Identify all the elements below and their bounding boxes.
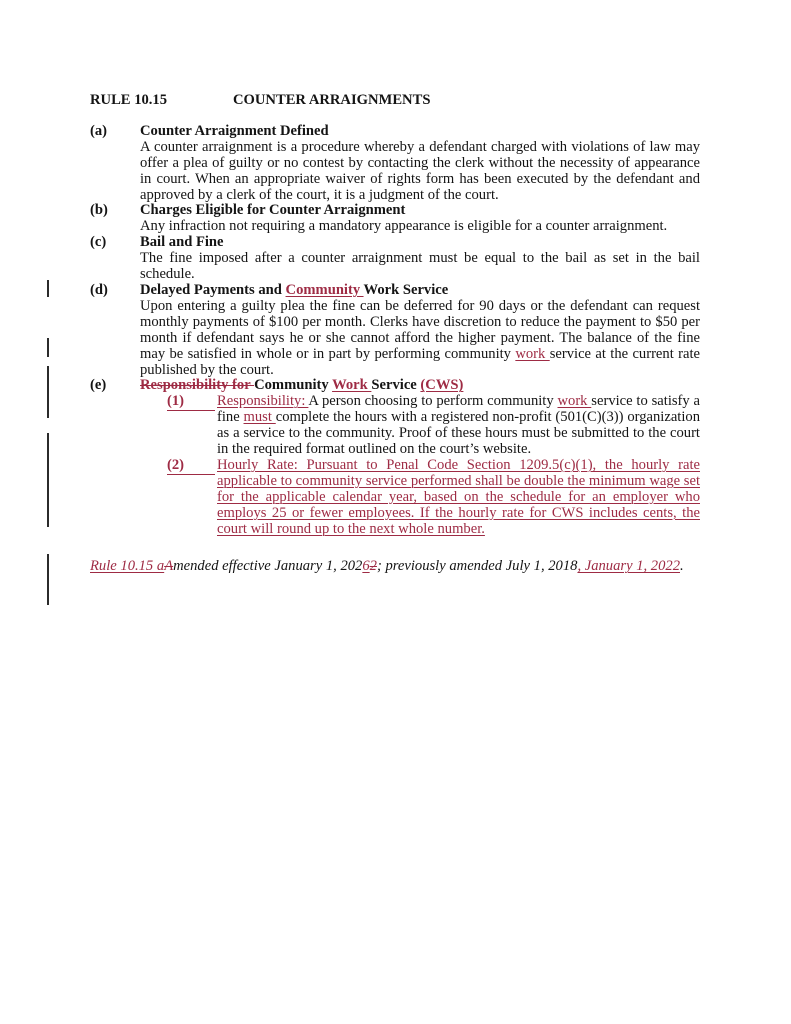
- change-bar: [47, 366, 49, 418]
- tracked-insertion: Community: [285, 281, 364, 298]
- rule-number: RULE 10.15: [90, 92, 168, 108]
- footer-text: mended effective January 1, 202: [173, 558, 363, 575]
- section-body: The fine imposed after a counter arraignment must be equal to the bail as set in the bail schedule.: [140, 250, 700, 283]
- section-heading: Charges Eligible for Counter Arraignment: [140, 202, 406, 219]
- rule-title-row: [90, 93, 700, 109]
- body-text: Upon entering a guilty plea the fine can be deferred for 90 days or the defendant can request monthly payments of $100 per month. Clerks have discretion to reduce the payment to $50 per month if defendant says he or she cannot afford the higher payment. The balance of the fine may be satisfied in whole or in part by performing community: [140, 297, 700, 362]
- change-bar: [47, 433, 49, 527]
- list-item-1: [167, 394, 700, 458]
- tracked-insertion: (CWS): [420, 377, 464, 394]
- tracked-deletion: Responsibility for: [140, 377, 255, 394]
- section-a: [90, 124, 700, 204]
- section-content: [140, 378, 700, 537]
- heading-text: Community: [254, 377, 333, 394]
- section-heading: Counter Arraignment Defined: [140, 122, 329, 139]
- change-bar: [47, 554, 49, 605]
- body-text: service to satisfy a fine: [217, 393, 700, 426]
- tracked-insertion: , January 1, 2022: [577, 558, 680, 575]
- section-content: [140, 235, 700, 283]
- section-body: A counter arraignment is a procedure whereby a defendant charged with violations of law may offer a plea of guilty or no contest by contacting the clerk without the necessity of appearance in court. When an appropriate waiver of rights form has been executed by the defendant and approved by a clerk of the court, it is a judgment of the court.: [140, 138, 700, 203]
- tracked-insertion: work: [557, 393, 592, 410]
- item-label: (2): [167, 458, 215, 475]
- tracked-insertion: must: [243, 409, 276, 426]
- tracked-insertion: Work: [332, 377, 372, 394]
- rule-name: COUNTER ARRAIGNMENTS: [233, 92, 431, 108]
- change-bar: [47, 280, 49, 297]
- section-content: [140, 203, 700, 235]
- item-label: (1): [167, 394, 215, 411]
- heading-text: Service: [371, 377, 421, 394]
- footer-text: .: [680, 558, 684, 575]
- tracked-insertion: Responsibility:: [217, 393, 309, 410]
- section-label: (c): [90, 234, 107, 251]
- list-item-2: [167, 458, 700, 538]
- item-label-cell: [167, 394, 217, 458]
- tracked-insertion: Hourly Rate: Pursuant to Penal Code Section 1209.5(c)(1), the hourly rate applicable to community service performed shall be double the minimum wage set for the applicable calendar year, based on the schedule for an employer who employs 25 or fewer employees. If the hourly rate for CWS includes cents, the court will round up to the next whole number.: [217, 456, 700, 537]
- section-label: (b): [90, 202, 108, 219]
- section-label: (e): [90, 377, 107, 394]
- document-content: [90, 93, 700, 576]
- body-text: A person choosing to perform community: [308, 393, 558, 410]
- item-body: [217, 394, 700, 458]
- section-heading: [140, 283, 700, 299]
- tracked-deletion: A: [164, 558, 174, 575]
- body-text: complete the hours with a registered non-profit (501(C)(3)) organization as a service to the community. Proof of these hours must be submitted to the court in the required format outlined on the court’s website.: [217, 409, 701, 458]
- tracked-insertion: work: [515, 345, 550, 362]
- section-label: (d): [90, 281, 108, 298]
- heading-text: Work Service: [363, 281, 449, 298]
- change-bar: [47, 338, 49, 357]
- section-label: (a): [90, 122, 108, 139]
- section-heading: Bail and Fine: [140, 234, 224, 251]
- amendment-history-note: [90, 557, 700, 576]
- section-c: [90, 235, 700, 283]
- item-label-cell: [167, 458, 217, 538]
- section-body: [140, 299, 700, 379]
- tracked-insertion: Rule 10.15 a: [90, 558, 165, 575]
- tracked-deletion: 2: [369, 558, 377, 575]
- section-body: Any infraction not requiring a mandatory appearance is eligible for a counter arraignment.: [140, 218, 668, 235]
- section-heading: [140, 378, 700, 394]
- heading-text: Delayed Payments and: [140, 281, 286, 298]
- tracked-insertion: 6: [362, 558, 370, 575]
- body-text: service at the current rate published by the court.: [140, 345, 700, 378]
- footer-text: ; previously amended July 1, 2018: [376, 558, 578, 575]
- section-d: [90, 283, 700, 378]
- section-content: [140, 124, 700, 204]
- section-b: [90, 203, 700, 235]
- section-e: [90, 378, 700, 537]
- section-content: [140, 283, 700, 378]
- item-body: [217, 458, 700, 538]
